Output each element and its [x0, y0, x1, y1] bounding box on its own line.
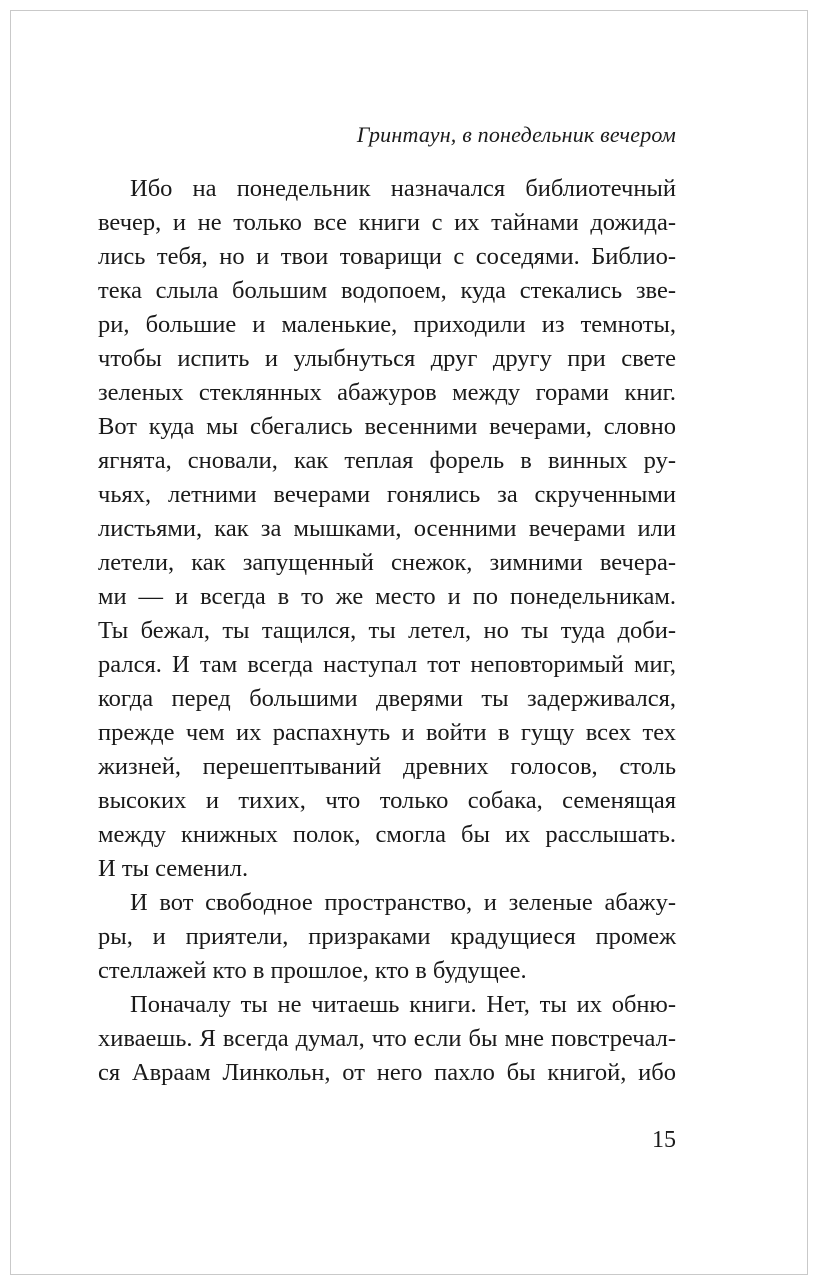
- text-line: чьях, летними вечерами гонялись за скрученными: [98, 481, 676, 508]
- text-line: высоких и тихих, что только собака, семенящая: [98, 787, 676, 814]
- body-text: [98, 172, 676, 1090]
- text-line: И ты семенил.: [98, 855, 249, 882]
- text-line: И вот свободное пространство, и зеленые абажу-: [130, 889, 676, 916]
- text-line: лись тебя, но и твои товарищи с соседями. Библио-: [98, 243, 676, 270]
- text-line: ры, и приятели, призраками крадущиеся промеж: [98, 923, 676, 950]
- text-line: летели, как запущенный снежок, зимними вечера-: [98, 549, 676, 576]
- text-line: ри, большие и маленькие, приходили из темноты,: [98, 311, 676, 338]
- text-line: ся Авраам Линкольн, от него пахло бы книгой, ибо: [98, 1059, 676, 1086]
- text-line: листьями, как за мышками, осенними вечерами или: [98, 515, 676, 542]
- text-line: прежде чем их распахнуть и войти в гущу всех тех: [98, 719, 676, 746]
- text-line: когда перед большими дверями ты задерживался,: [98, 685, 676, 712]
- text-line: хиваешь. Я всегда думал, что если бы мне повстречал-: [98, 1025, 676, 1052]
- text-line: зеленых стеклянных абажуров между горами книг.: [98, 379, 676, 406]
- text-line: Поначалу ты не читаешь книги. Нет, ты их обню-: [130, 991, 676, 1018]
- text-line: Ибо на понедельник назначался библиотечный: [130, 175, 676, 202]
- text-line: рался. И там всегда наступал тот неповторимый миг,: [98, 651, 676, 678]
- text-line: между книжных полок, смогла бы их расслышать.: [98, 821, 676, 848]
- text-line: чтобы испить и улыбнуться друг другу при свете: [98, 345, 676, 372]
- text-line: вечер, и не только все книги с их тайнами дожида-: [98, 209, 676, 236]
- page-number: 15: [652, 1127, 676, 1153]
- text-line: ягнята, сновали, как теплая форель в винных ру-: [98, 447, 676, 474]
- text-line: Вот куда мы сбегались весенними вечерами, словно: [98, 413, 676, 440]
- running-head: Гринтаун, в понедельник вечером: [356, 122, 676, 147]
- text-line: Ты бежал, ты тащился, ты летел, но ты туда доби-: [98, 617, 676, 644]
- text-line: ми — и всегда в то же место и по понедельникам.: [98, 583, 676, 610]
- text-line: тека слыла большим водопоем, куда стекались зве-: [98, 277, 676, 304]
- text-line: жизней, перешептываний древних голосов, столь: [98, 753, 676, 780]
- text-line: стеллажей кто в прошлое, кто в будущее.: [98, 957, 527, 984]
